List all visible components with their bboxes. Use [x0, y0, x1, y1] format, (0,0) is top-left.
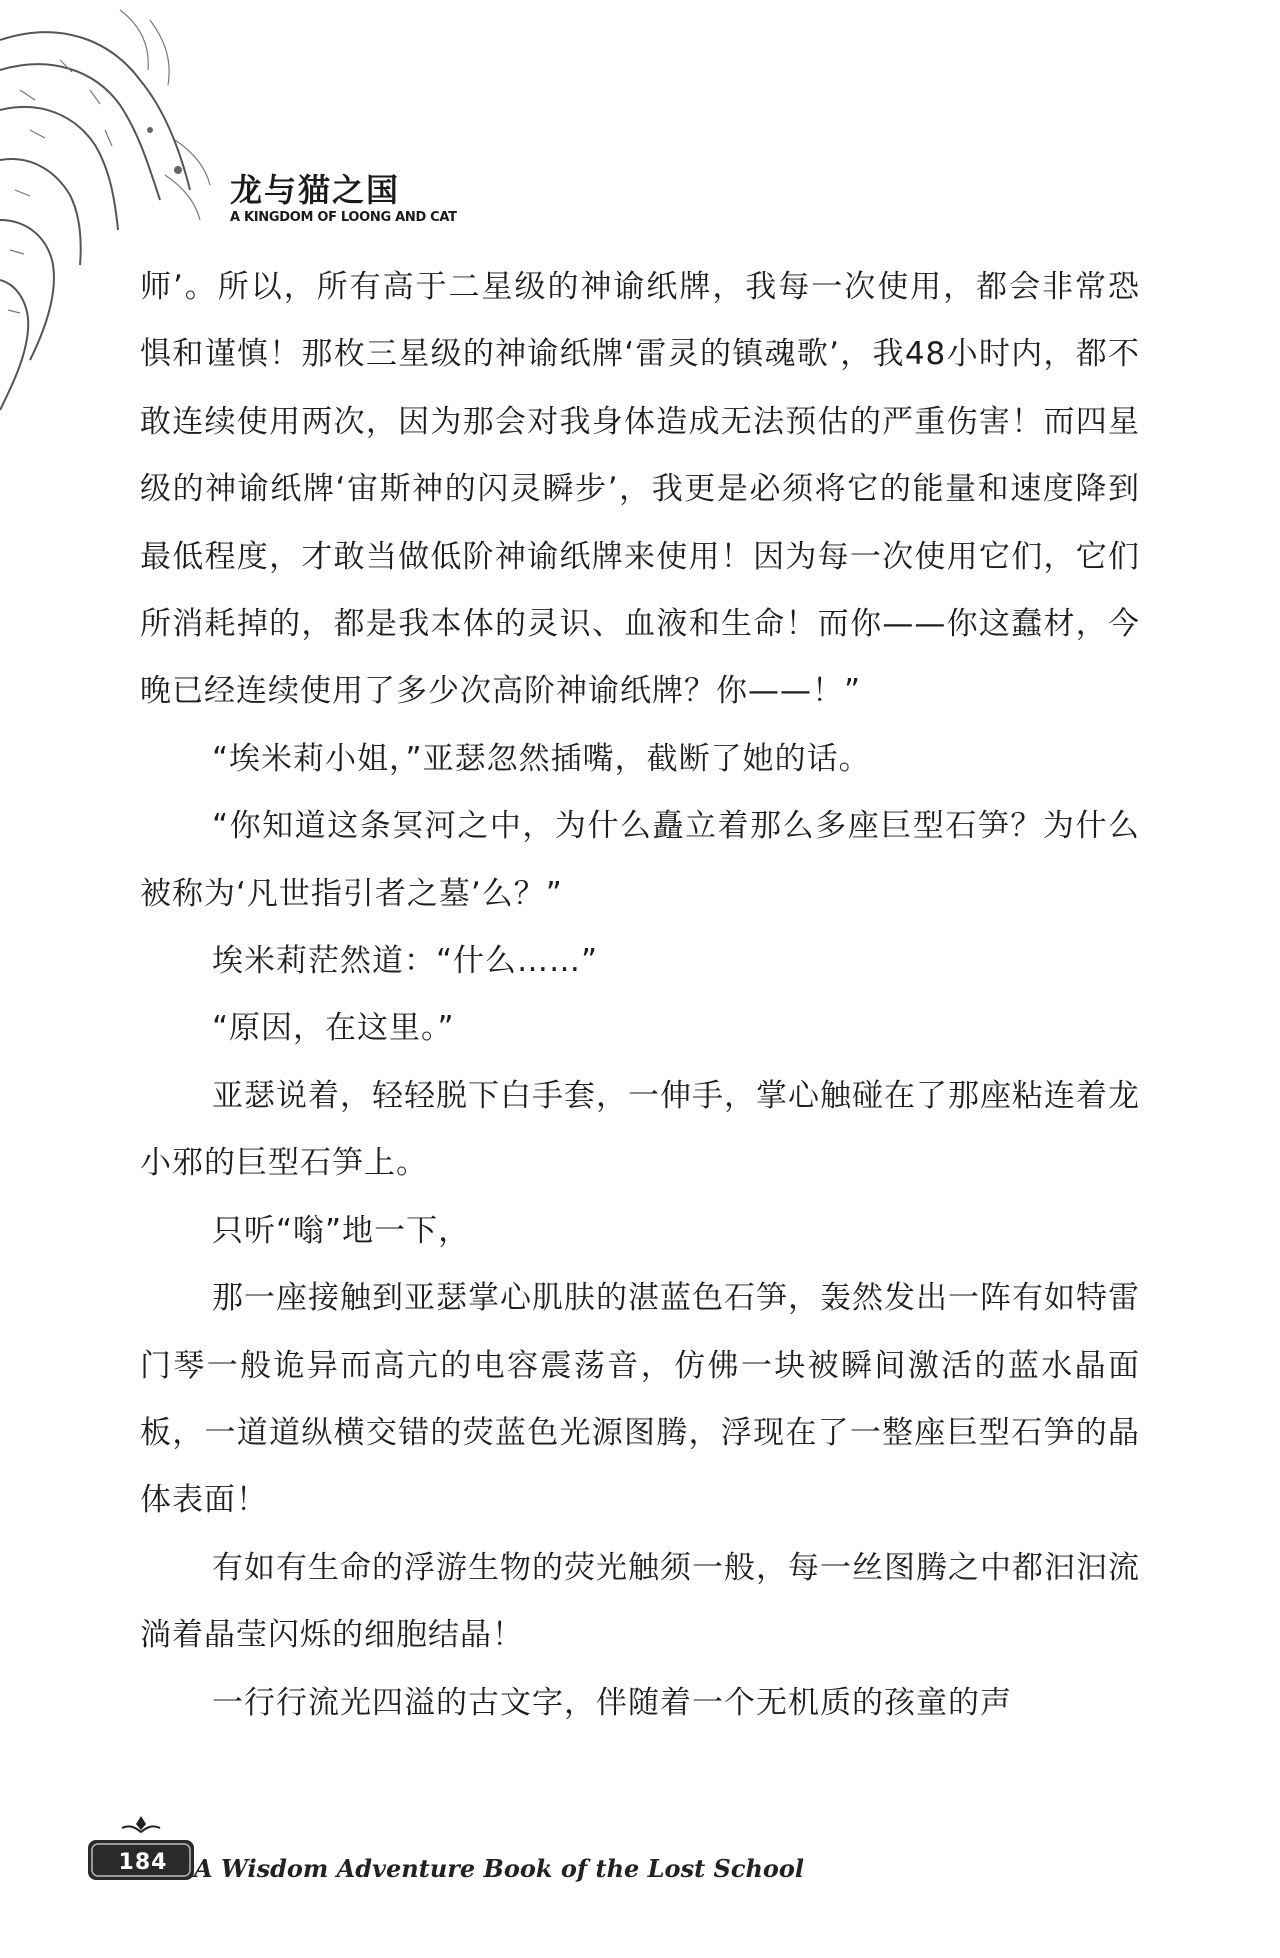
- paragraph: 亚瑟说着，轻轻脱下白手套，一伸手，掌心触碰在了那座粘连着龙小邪的巨型石笋上。: [140, 1077, 1140, 1182]
- paragraph: “埃米莉小姐，”亚瑟忽然插嘴，截断了她的话。: [212, 740, 871, 777]
- page-number: 184: [118, 1850, 168, 1875]
- running-header: [230, 172, 457, 226]
- body-text: [140, 254, 1140, 1737]
- paragraph: 只听“嗡”地一下，: [212, 1212, 471, 1249]
- book-subtitle: A KINGDOM OF LOONG AND CAT: [230, 210, 457, 225]
- paragraph: 一行行流光四溢的古文字，伴随着一个无机质的孩童的声: [212, 1684, 1012, 1721]
- paragraph: 师’。所以，所有高于二星级的神谕纸牌，我每一次使用，都会非常恐惧和谨慎！那枚三星级的神谕纸牌‘雷灵的镇魂歌’，我48小时内，都不敢连续使用两次，因为那会对我身体造成无法预估的严重伤害！而四星级的神谕纸牌‘宙斯神的闪灵瞬步’，我更是必须将它的能量和速度降到最低程度，才敢当做低阶神谕纸牌来使用！因为每一次使用它们，它们所消耗掉的，都是我本体的灵识、血液和生命！而你——你这蠢材，今晚已经连续使用了多少次高阶神谕纸牌？你——！”: [140, 269, 1140, 710]
- paragraph: 有如有生命的浮游生物的荧光触须一般，每一丝图腾之中都汩汩流淌着晶莹闪烁的细胞结晶！: [140, 1549, 1140, 1654]
- paragraph: “你知道这条冥河之中，为什么矗立着那么多座巨型石笋？为什么被称为‘凡世指引者之墓’么？”: [140, 808, 1140, 912]
- paragraph: 那一座接触到亚瑟掌心肌肤的湛蓝色石笋，轰然发出一阵有如特雷门琴一般诡异而高亢的电容震荡音，仿佛一块被瞬间激活的蓝水晶面板，一道道纵横交错的荧蓝色光源图腾，浮现在了一整座巨型石笋的晶体表面！: [140, 1280, 1140, 1519]
- paragraph: “原因，在这里。”: [212, 1010, 455, 1047]
- series-title: A Wisdom Adventure Book of the Lost School: [194, 1854, 805, 1883]
- paragraph: 埃米莉茫然道：“什么……”: [212, 943, 599, 980]
- page-footer: [82, 1814, 805, 1904]
- book-title: 龙与猫之国: [230, 171, 401, 209]
